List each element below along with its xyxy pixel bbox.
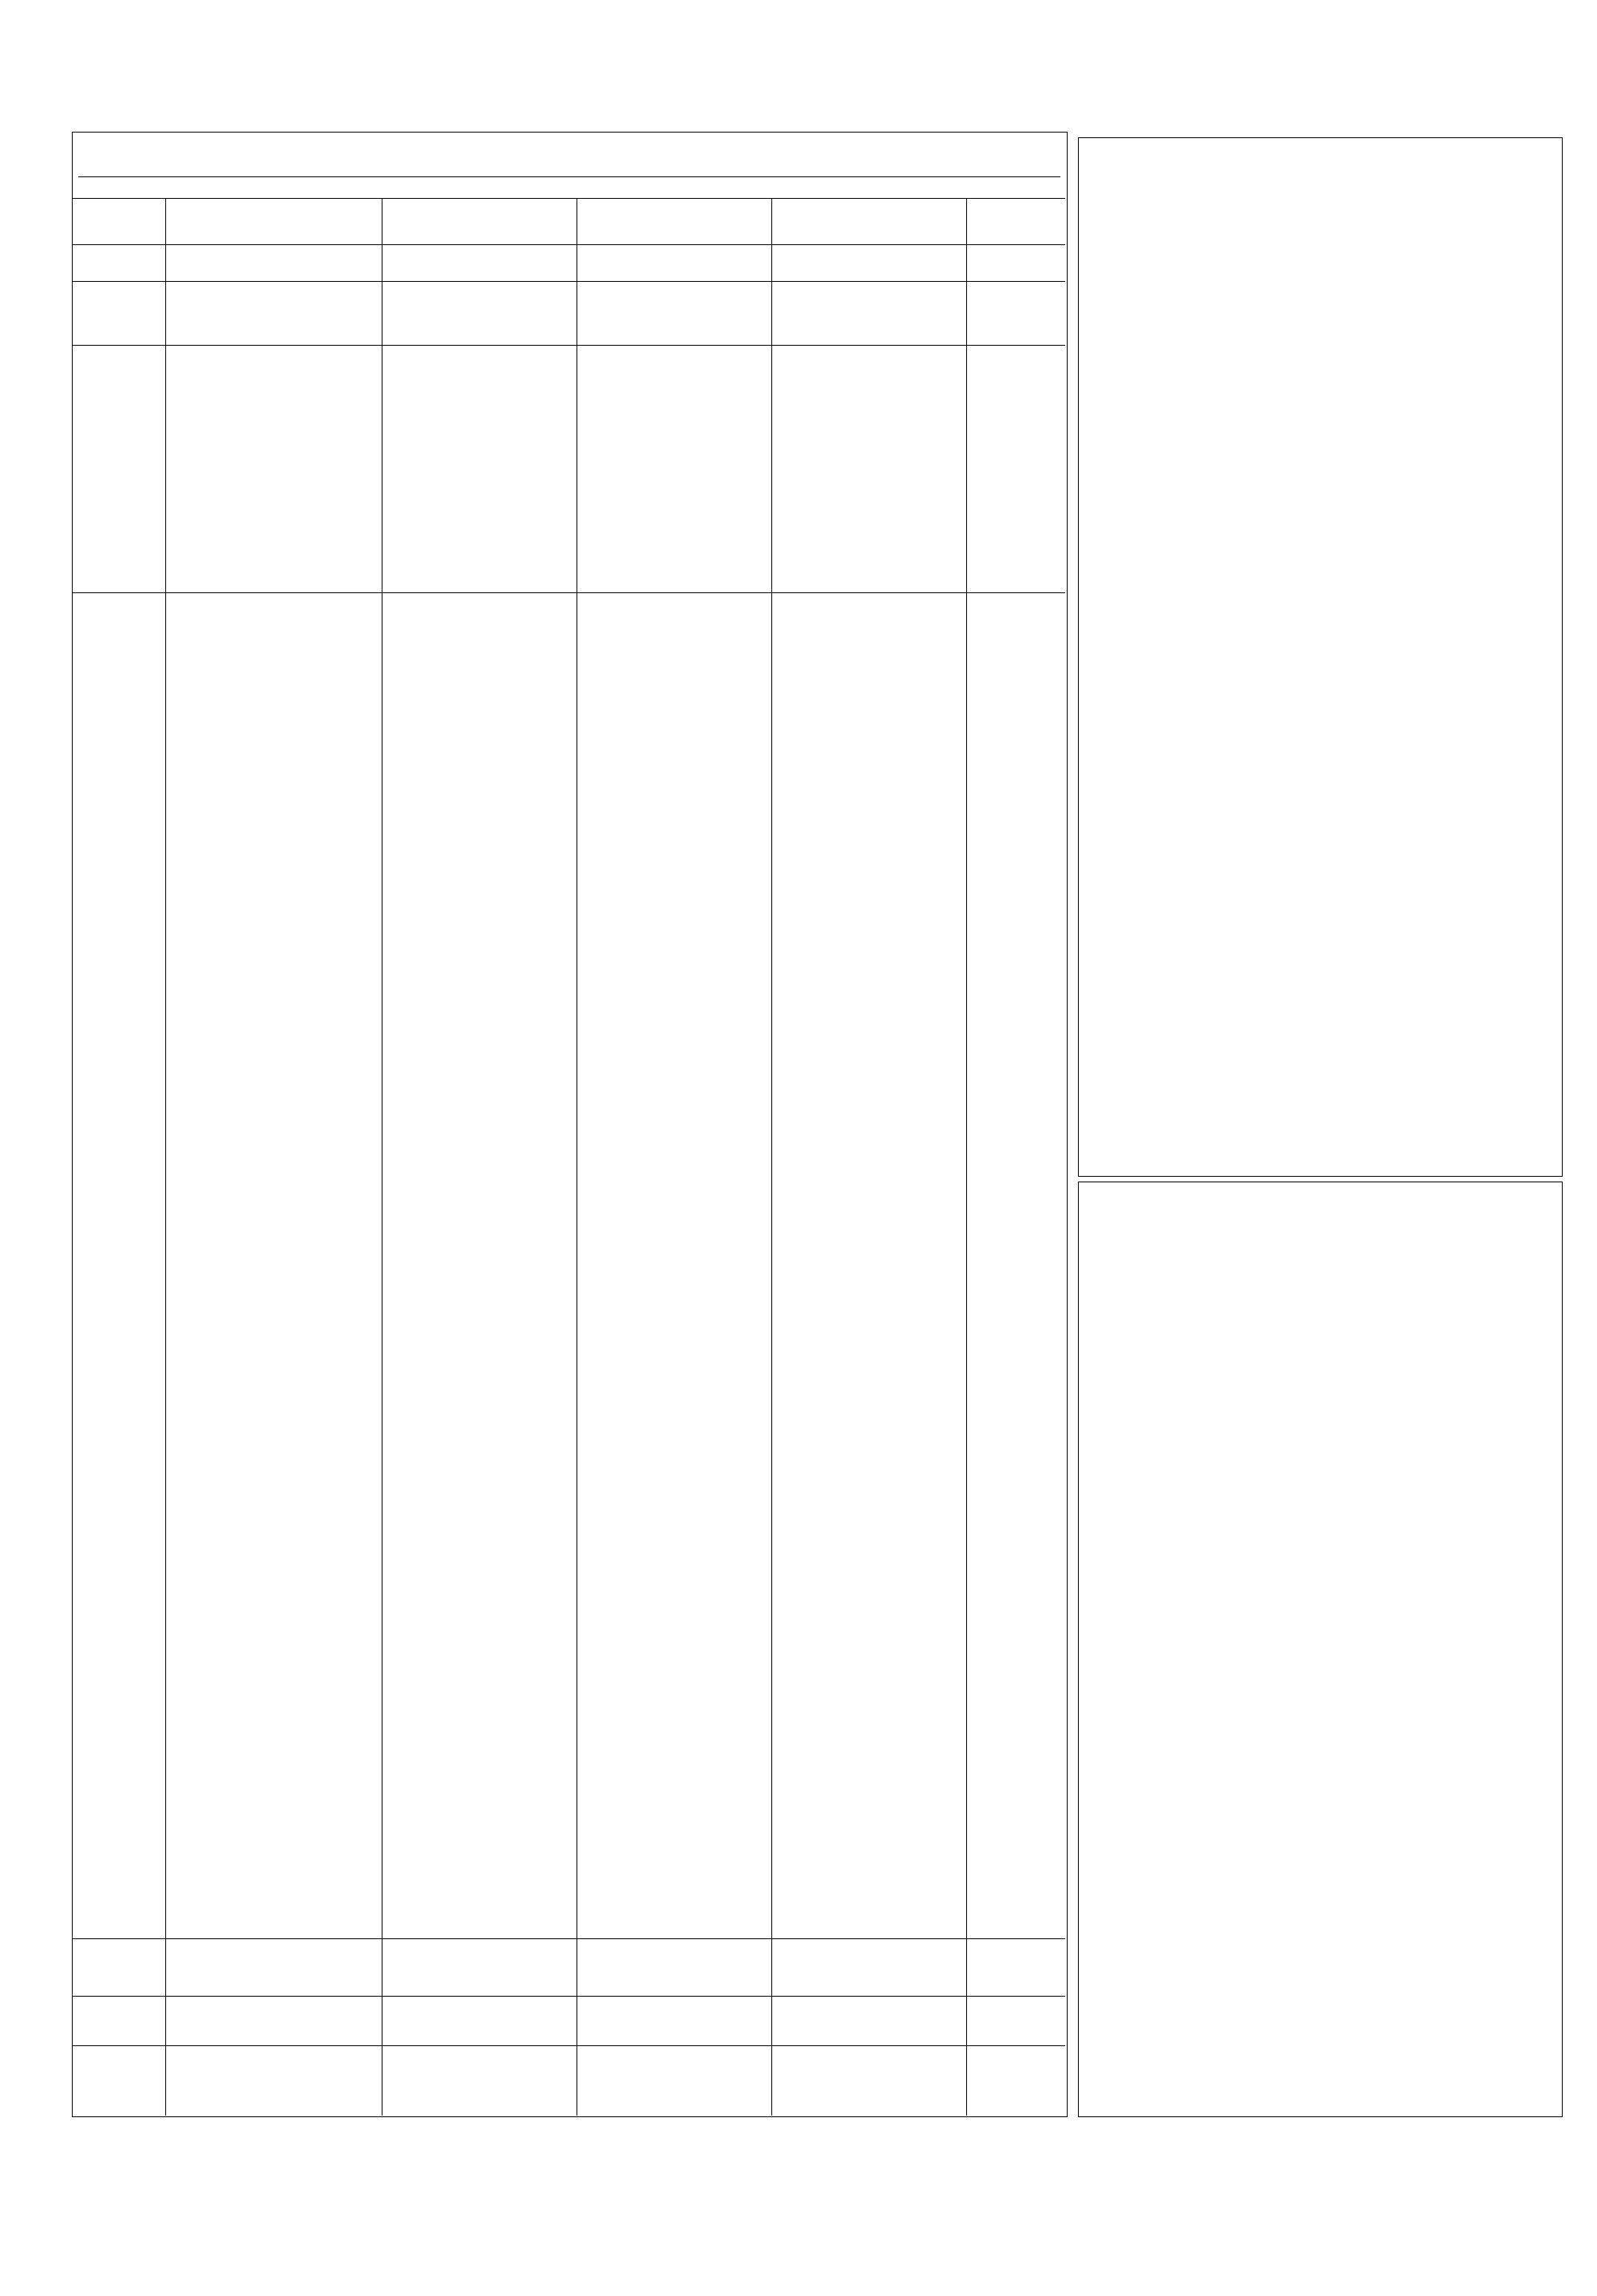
hrule-yygg	[73, 244, 1065, 245]
hrule-maxwind-top	[73, 1996, 1065, 1997]
station-col-meiningen	[165, 212, 382, 236]
hoehenwinde-0818-panel	[1078, 137, 1563, 1177]
vrule-4	[771, 198, 772, 2116]
hrule-tropopause-top	[73, 1938, 1065, 1939]
station-col-stuttgart	[382, 212, 577, 236]
hoehenwinde-0806-panel	[1078, 1182, 1563, 2117]
hrule-standard-top	[73, 345, 1065, 346]
main-table-frame	[72, 132, 1068, 2117]
document-header	[0, 14, 1158, 29]
vrule-5	[966, 198, 967, 2116]
vrule-1	[165, 198, 166, 2116]
hrule-layers-top	[73, 2045, 1065, 2046]
issue-line	[78, 137, 1060, 177]
station-col-muenchen	[577, 212, 771, 236]
hrule-standard-bottom	[73, 592, 1065, 593]
hrule-stationhead-top	[73, 198, 1065, 199]
hrule-codehead	[73, 281, 1065, 282]
